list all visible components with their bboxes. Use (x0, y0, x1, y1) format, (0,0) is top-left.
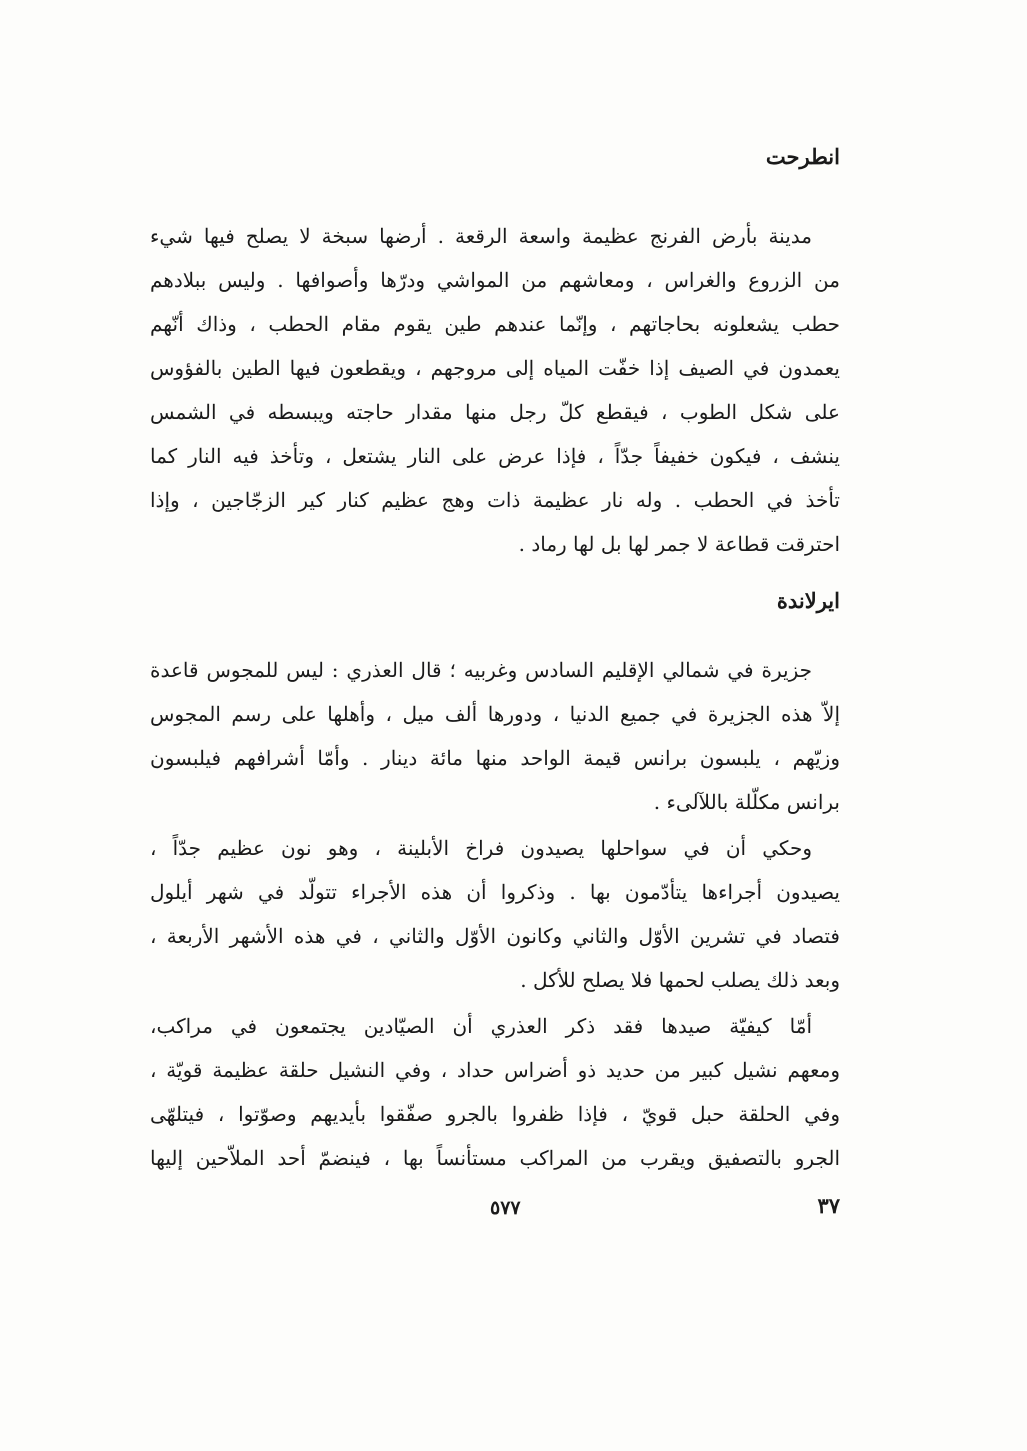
text-line: يعمدون في الصيف إذا خفّت المياه إلى مروجهم ، ويقطعون فيها الطين بالفؤوس (150, 356, 840, 380)
text-line: يصيدون أجراءها يتأدّمون بها . وذكروا أن هذه الأجراء تتولّد في شهر أيلول (150, 880, 840, 904)
text-line: حطب يشعلونه بحاجاتهم ، وإنّما عندهم طين يقوم مقام الحطب ، وذاك أنّهم (150, 312, 840, 336)
entry-paragraph (150, 826, 840, 1002)
text-line: ومعهم نشيل كبير من حديد ذو أضراس حداد ، وفي النشيل حلقة عظيمة قويّة ، (150, 1058, 840, 1082)
text-line: وفي الحلقة حبل قويّ ، فإذا ظفروا بالجرو صفّقوا بأيديهم وصوّتوا ، فيتلهّى (150, 1102, 840, 1126)
text-line: جزيرة في شمالي الإقليم السادس وغربيه ؛ قال العذري : ليس للمجوس قاعدة (150, 658, 812, 682)
text-line: أمّا كيفيّة صيدها فقد ذكر العذري أن الصيّادين يجتمعون في مراكب، (150, 1014, 812, 1038)
text-line: مدينة بأرض الفرنج عظيمة واسعة الرقعة . أرضها سبخة لا يصلح فيها شيء (150, 224, 812, 248)
text-line: فتصاد في تشرين الأوّل والثاني وكانون الأوّل والثاني ، في هذه الأشهر الأربعة ، (150, 924, 840, 948)
text-line: وحكي أن في سواحلها يصيدون فراخ الأبلينة ، وهو نون عظيم جدّاً ، (150, 836, 812, 860)
text-line: ينشف ، فيكون خفيفاً جدّاً ، فإذا عرض على النار يشتعل ، وتأخذ فيه النار كما (150, 444, 840, 468)
text-line: الجرو بالتصفيق ويقرب من المراكب مستأنساً بها ، فينضمّ أحد الملاّحين إليها (150, 1146, 840, 1170)
entry-title-antrht: انطرحت (765, 144, 840, 169)
text-line: وبعد ذلك يصلب لحمها فلا يصلح للأكل . (520, 968, 840, 992)
page-number: ٥٧٧ (490, 1197, 521, 1219)
text-line: احترقت قطاعة لا جمر لها بل لها رماد . (518, 532, 840, 556)
text-line: على شكل الطوب ، فيقطع كلّ رجل منها مقدار حاجته ويبسطه في الشمس (150, 400, 840, 424)
text-line: برانس مكلّلة باللآلىء . (653, 790, 840, 814)
signature-mark: ٣٧ (817, 1193, 840, 1218)
text-line: وزيّهم ، يلبسون برانس قيمة الواحد منها مائة دينار . وأمّا أشرافهم فيلبسون (150, 746, 840, 770)
text-line: إلاّ هذه الجزيرة في جميع الدنيا ، ودورها ألف ميل ، وأهلها على رسم المجوس (150, 702, 840, 726)
entry-title-ireland: ايرلاندة (776, 588, 840, 613)
entry-paragraph (150, 648, 840, 824)
entry-paragraph (150, 1004, 840, 1180)
entry-body-antrht (150, 214, 840, 566)
text-line: تأخذ في الحطب . وله نار عظيمة ذات وهج عظيم كنار كير الزجّاجين ، وإذا (150, 488, 840, 512)
text-line: من الزروع والغراس ، ومعاشهم من المواشي ودرّها وأصوافها . وليس ببلادهم (150, 268, 840, 292)
